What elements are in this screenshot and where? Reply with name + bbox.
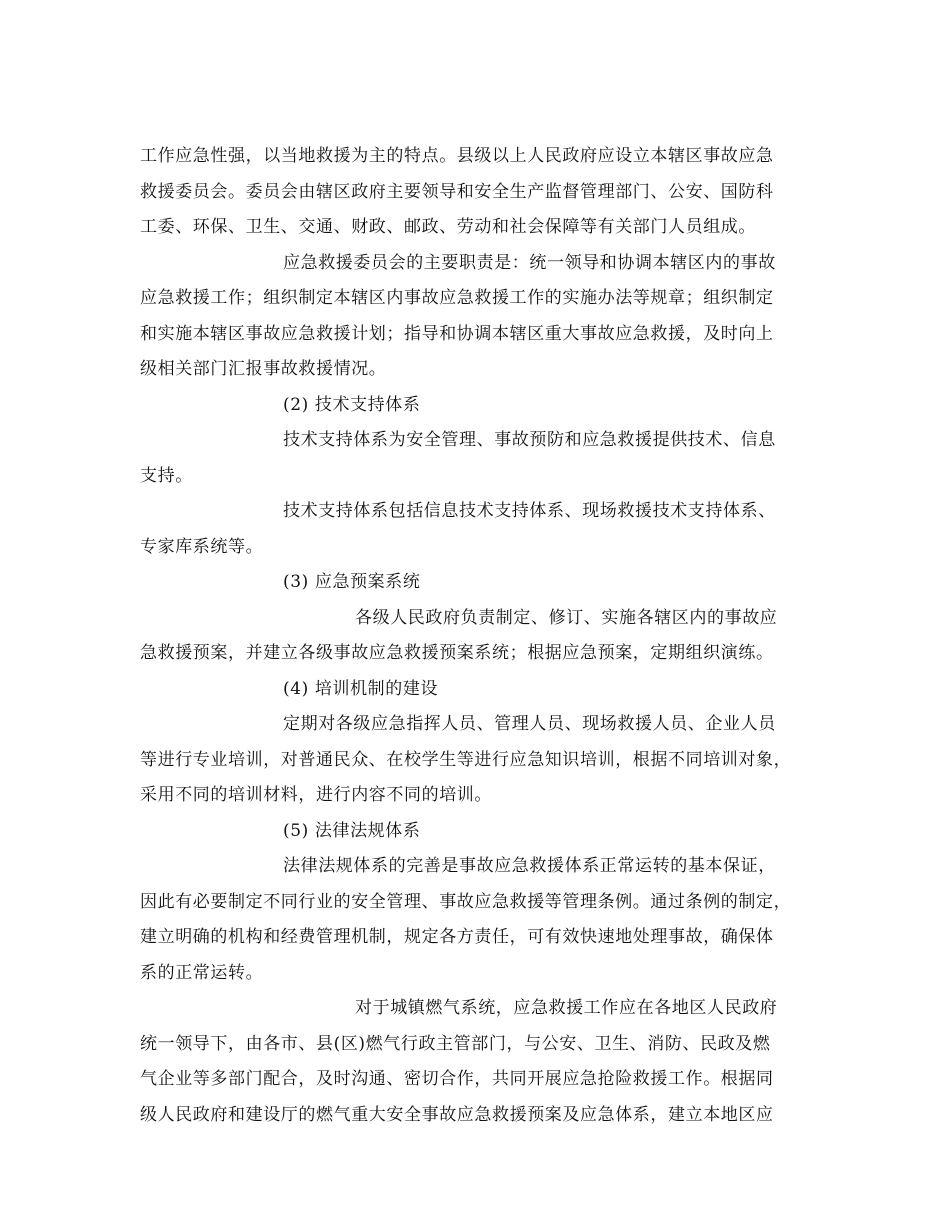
text-line: 统一领导下，由各市、县(区)燃气行政主管部门，与公安、卫生、消防、民政及燃 [140,1034,771,1054]
text-line: 系的正常运转。 [140,963,264,983]
section-heading: (2) 技术支持体系 [283,395,421,415]
text-line: 采用不同的培训材料，进行内容不同的培训。 [140,785,492,805]
text-line: 应急救援工作；组织制定本辖区内事故应急救援工作的实施办法等规章；组织制定 [140,288,774,308]
text-line: 工委、环保、卫生、交通、财政、邮政、劳动和社会保障等有关部门人员组成。 [140,217,756,237]
text-line: 法律法规体系的完善是事故应急救援体系正常运转的基本保证， [283,856,776,876]
text-line: 级相关部门汇报事故救援情况。 [140,359,387,379]
text-line: 工作应急性强，以当地救援为主的特点。县级以上人民政府应设立本辖区事故应急 [140,146,774,166]
text-line: 定期对各级应急指挥人员、管理人员、现场救援人员、企业人员 [283,714,776,734]
text-line: 技术支持体系包括信息技术支持体系、现场救援技术支持体系、 [283,501,776,521]
section-heading: (5) 法律法规体系 [283,821,421,841]
text-line: 因此有必要制定不同行业的安全管理、事故应急救援等管理条例。通过条例的制定， [140,892,792,912]
text-line: 对于城镇燃气系统，应急救援工作应在各地区人民政府 [355,998,778,1018]
text-line: 和实施本辖区事故应急救援计划；指导和协调本辖区重大事故应急救援，及时向上 [140,324,774,344]
text-line: 各级人民政府负责制定、修订、实施各辖区内的事故应 [355,608,778,628]
text-line: 级人民政府和建设厅的燃气重大安全事故应急救援预案及应急体系，建立本地区应 [140,1105,774,1125]
text-line: 建立明确的机构和经费管理机制，规定各方责任，可有效快速地处理事故，确保体 [140,927,774,947]
text-line: 专家库系统等。 [140,537,264,557]
text-line: 救援委员会。委员会由辖区政府主要领导和安全生产监督管理部门、公安、国防科 [140,182,774,202]
text-line: 技术支持体系为安全管理、事故预防和应急救援提供技术、信息 [283,430,776,450]
section-heading: (4) 培训机制的建设 [283,679,439,699]
section-heading: (3) 应急预案系统 [283,572,421,592]
text-line: 气企业等多部门配合，及时沟通、密切合作，共同开展应急抢险救援工作。根据同 [140,1069,774,1089]
text-line: 支持。 [140,466,193,486]
text-line: 等进行专业培训，对普通民众、在校学生等进行应急知识培训，根据不同培训对象， [140,750,792,770]
text-line: 应急救援委员会的主要职责是：统一领导和协调本辖区内的事故 [283,253,776,273]
text-line: 急救援预案，并建立各级事故应急救援预案系统；根据应急预案，定期组织演练。 [140,643,774,663]
